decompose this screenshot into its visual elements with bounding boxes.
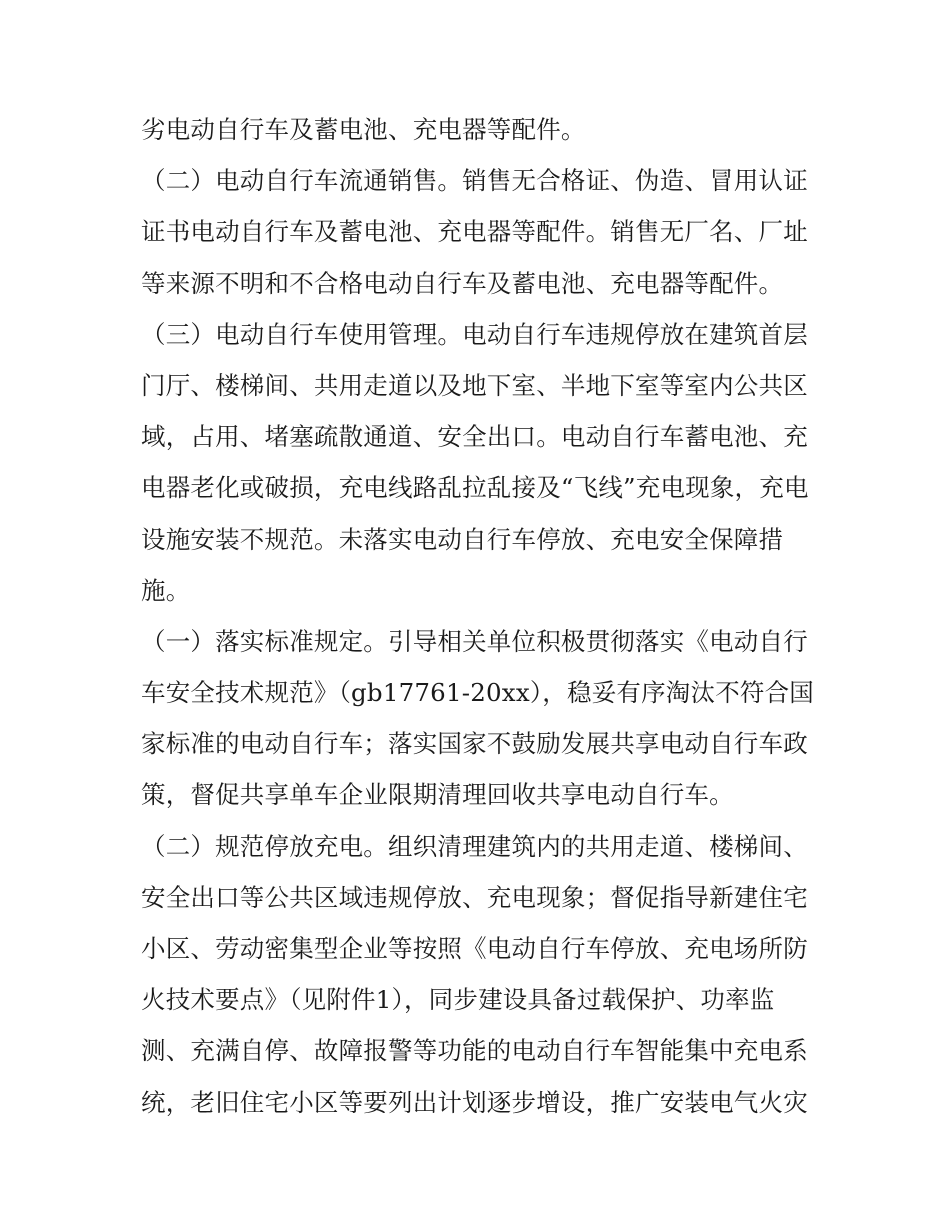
text-line: （三）电动自行车使用管理。电动自行车违规停放在建筑首层: [141, 319, 808, 349]
text-line: 统，老旧住宅小区等要列出计划逐步增设，推广安装电气火灾: [141, 1087, 808, 1117]
text-line: （二）规范停放充电。组织清理建筑内的共用走道、楼梯间、: [141, 831, 808, 861]
text-line: 策，督促共享单车企业限期清理回收共享电动自行车。: [141, 780, 734, 810]
text-line: 证书电动自行车及蓄电池、充电器等配件。销售无厂名、厂址: [141, 217, 808, 247]
text-line: 域，占用、堵塞疏散通道、安全出口。电动自行车蓄电池、充: [141, 422, 808, 452]
text-line: 测、充满自停、故障报警等功能的电动自行车智能集中充电系: [141, 1036, 808, 1066]
text-line: 车安全技术规范》（gb17761-20xx），稳妥有序淘汰不符合国: [141, 678, 814, 708]
text-line: 电器老化或破损，充电线路乱拉乱接及“飞线”充电现象，充电: [141, 473, 809, 503]
text-line: 施。: [141, 575, 191, 605]
text-line: 等来源不明和不合格电动自行车及蓄电池、充电器等配件。: [141, 268, 784, 298]
text-line: 设施安装不规范。未落实电动自行车停放、充电安全保障措: [141, 524, 784, 554]
document-body: [141, 104, 821, 1128]
text-line: 家标准的电动自行车；落实国家不鼓励发展共享电动自行车政: [141, 729, 808, 759]
text-line: （二）电动自行车流通销售。销售无合格证、伪造、冒用认证: [141, 166, 808, 196]
text-line: 劣电动自行车及蓄电池、充电器等配件。: [141, 115, 586, 144]
text-line: 小区、劳动密集型企业等按照《电动自行车停放、充电场所防: [141, 934, 808, 963]
text-line: 火技术要点》（见附件1），同步建设具备过载保护、功率监: [141, 985, 775, 1015]
text-line: 安全出口等公共区域违规停放、充电现象；督促指导新建住宅: [141, 882, 808, 912]
text-line: （一）落实标准规定。引导相关单位积极贯彻落实《电动自行: [141, 626, 808, 656]
text-line: 门厅、楼梯间、共用走道以及地下室、半地下室等室内公共区: [141, 370, 808, 400]
